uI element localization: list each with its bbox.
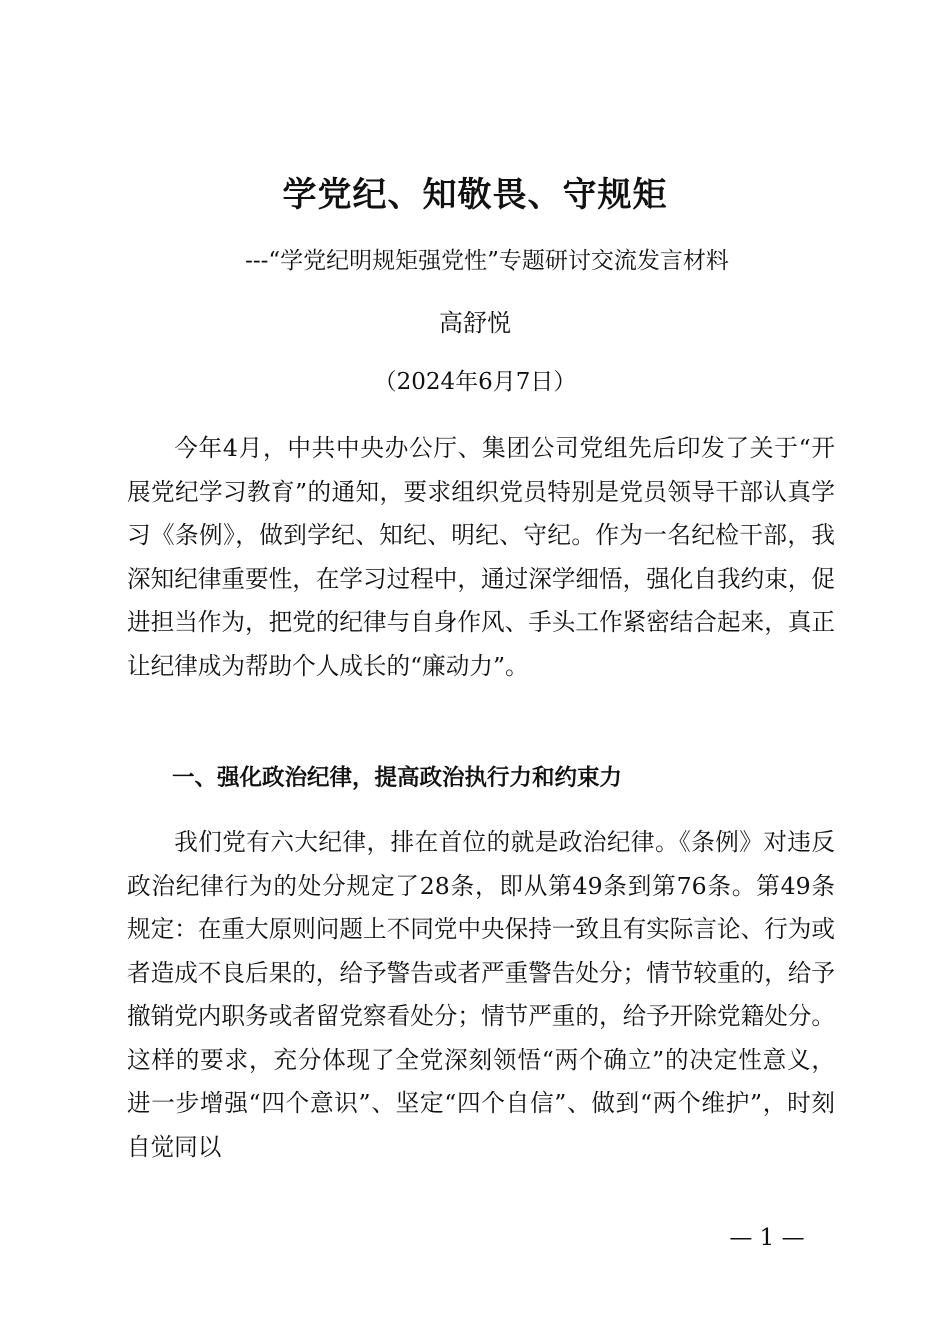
section-heading-1: 一、强化政治纪律，提高政治执行力和约束力 (172, 765, 623, 791)
author-name: 高舒悦 (439, 309, 511, 337)
document-date: （2024年6月7日） (373, 369, 577, 395)
body-paragraph-intro: 今年4月，中共中央办公厅、集团公司党组先后印发了关于“开展党纪学习教育”的通知，要求组织党员特别是党员领导干部认真学习《条例》，做到学纪、知纪、明纪、守纪。作为一名纪检干部，我深知纪律重要性，在学习过程中，通过深学细悟，强化自我约束，促进担当作为，把党的纪律与自身作风、手头工作紧密结合起来，真正让纪律成为帮助个人成长的“廉动力”。 (127, 434, 835, 680)
body-paragraph-political-discipline: 我们党有六大纪律，排在首位的就是政治纪律。《条例》对违反政治纪律行为的处分规定了28条，即从第49条到第76条。第49条规定：在重大原则问题上不同党中央保持一致且有实际言论、行为或者造成不良后果的，给予警告或者严重警告处分；情节较重的，给予撤销党内职务或者留党察看处分；情节严重的，给予开除党籍处分。这样的要求，充分体现了全党深刻领悟“两个确立”的决定性意义，进一步增强“四个意识”、坚定“四个自信”、做到“两个维护”，时刻自觉同以 (127, 828, 835, 1161)
document-subtitle: ---“学党纪明规矩强党性”专题研讨交流发言材料 (245, 248, 729, 274)
page-number: — 1 — (729, 1225, 805, 1251)
document-title: 学党纪、知敬畏、守规矩 (282, 175, 668, 215)
